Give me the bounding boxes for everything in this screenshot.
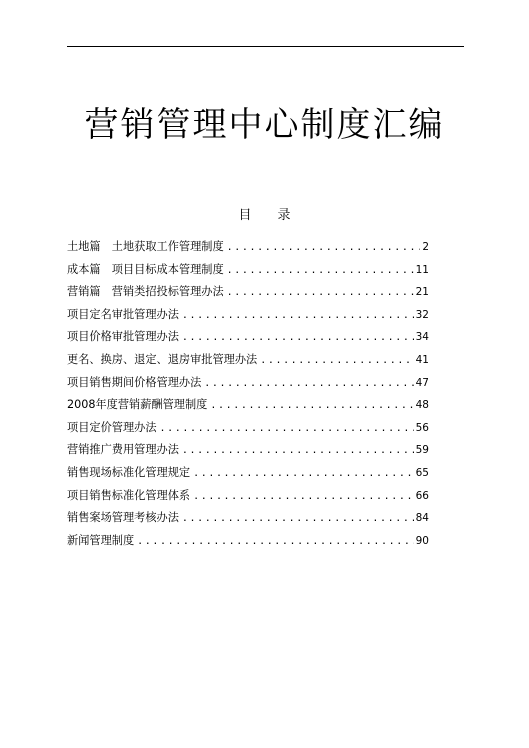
toc-entry-page: 66 xyxy=(415,489,429,502)
toc-heading-left: 目 xyxy=(238,208,252,223)
toc-heading xyxy=(0,207,529,225)
toc-entry[interactable] xyxy=(67,283,429,306)
toc-entry[interactable] xyxy=(67,441,429,464)
toc-entry[interactable] xyxy=(67,487,429,510)
toc-dot-leader xyxy=(210,400,413,411)
toc-entry-title: 土地篇 土地获取工作管理制度 xyxy=(67,240,224,253)
toc-entry-page: 56 xyxy=(415,421,429,434)
toc-entry[interactable] xyxy=(67,374,429,397)
toc-entry-page: 59 xyxy=(415,444,429,457)
toc-dot-leader xyxy=(227,287,414,298)
toc-entry[interactable] xyxy=(67,351,429,374)
toc-entry[interactable] xyxy=(67,419,429,442)
toc-entry-title: 营销篇 营销类招投标管理办法 xyxy=(67,285,224,299)
toc-entry[interactable] xyxy=(67,464,429,487)
toc-dot-leader xyxy=(260,355,413,366)
toc-dot-leader xyxy=(182,332,414,343)
toc-entry-page: 48 xyxy=(415,399,429,412)
toc-entry-title: 销售案场管理考核办法 xyxy=(67,511,179,525)
header-rule xyxy=(67,46,464,47)
toc-entry-page: 34 xyxy=(415,331,429,344)
toc-entry-page: 11 xyxy=(415,263,429,276)
toc-entry-title: 项目定价管理办法 xyxy=(67,420,157,434)
toc-dot-leader xyxy=(137,536,413,547)
toc-entry-page: 84 xyxy=(415,512,429,525)
toc-dot-leader xyxy=(182,310,414,321)
toc-dot-leader xyxy=(160,423,414,434)
toc-entry[interactable] xyxy=(67,261,429,284)
toc-entry-page: 2 xyxy=(422,241,429,253)
toc-entry-page: 90 xyxy=(415,534,429,547)
toc-entry[interactable] xyxy=(67,509,429,532)
toc-entry-title: 项目销售标准化管理体系 xyxy=(67,488,191,502)
toc-entry-title: 新闻管理制度 xyxy=(67,533,135,547)
toc-entry[interactable] xyxy=(67,396,429,419)
toc-entry-title: 成本篇 项目目标成本管理制度 xyxy=(67,262,224,276)
toc-dot-leader xyxy=(182,513,414,524)
toc-entry-page: 47 xyxy=(415,376,429,389)
toc-heading-right: 录 xyxy=(277,208,291,223)
toc-entry-page: 21 xyxy=(415,286,429,299)
toc-dot-leader xyxy=(227,242,421,253)
toc-entry-title: 销售现场标准化管理规定 xyxy=(67,465,191,479)
toc-entry-page: 32 xyxy=(415,308,429,321)
toc-dot-leader xyxy=(193,491,414,502)
toc-entry[interactable] xyxy=(67,306,429,329)
toc-dot-leader xyxy=(227,265,414,276)
document-title: 营销管理中心制度汇编 xyxy=(84,105,445,145)
toc-entry-page: 65 xyxy=(415,466,429,479)
toc-dot-leader xyxy=(182,445,414,456)
table-of-contents xyxy=(67,238,429,554)
toc-entry-title: 项目定名审批管理办法 xyxy=(67,307,179,321)
toc-entry-title: 项目价格审批管理办法 xyxy=(67,330,179,344)
toc-entry-title: 营销推广费用管理办法 xyxy=(67,443,179,457)
toc-entry[interactable] xyxy=(67,532,429,555)
toc-entry-title: 项目销售期间价格管理办法 xyxy=(67,375,202,389)
toc-entry-page: 41 xyxy=(415,353,429,366)
toc-entry[interactable] xyxy=(67,328,429,351)
toc-entry-title: 2008年度营销薪酬管理制度 xyxy=(67,398,208,412)
toc-dot-leader xyxy=(193,468,414,479)
toc-entry-title: 更名、换房、退定、退房审批管理办法 xyxy=(67,352,258,366)
toc-dot-leader xyxy=(204,378,413,389)
toc-entry[interactable] xyxy=(67,238,429,261)
